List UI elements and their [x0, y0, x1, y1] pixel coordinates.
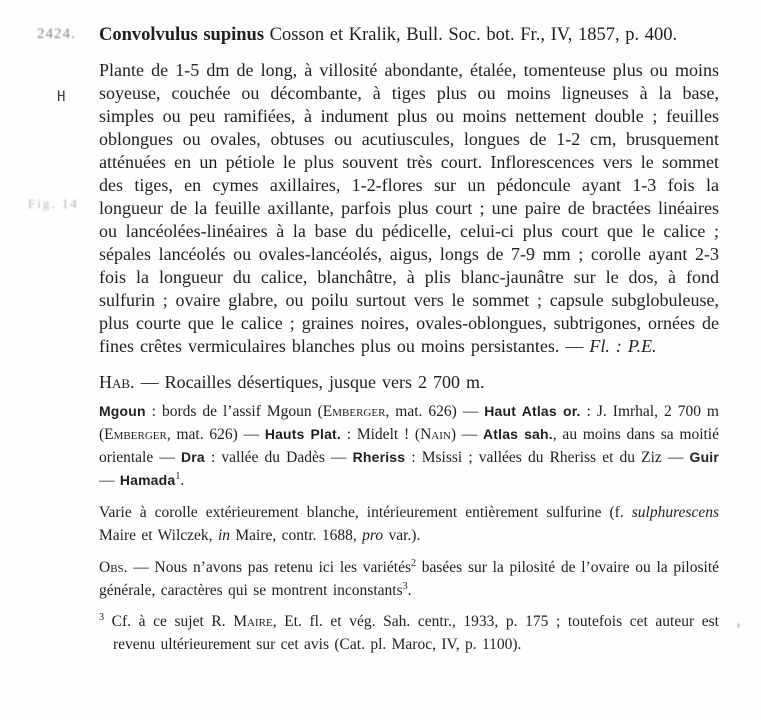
text-column: [99, 22, 719, 656]
scan-artifact-speck: [737, 623, 740, 628]
habitat-line: Hab. — Rocailles désertiques, jusque vers 2 700 m.: [99, 372, 485, 392]
entry-number: 2424.: [37, 26, 76, 42]
margin-figure-ref: Fig. 14: [28, 196, 79, 211]
species-heading: Convolvulus supinus Cosson et Kralik, Bull. Soc. bot. Fr., IV, 1857, p. 400.: [99, 25, 678, 45]
variation-paragraph: Varie à corolle extérieurement blanche, intérieurement entièrement sulfurine (f. sulphurescens Maire et Wilczek, in Maire, contr. 1688, pro var.).: [99, 504, 719, 544]
observation-paragraph: Obs. — Nous n’avons pas retenu ici les variétés$^2$ basées sur la pilosité de l’ovaire ou la pilosité générale, caractères qui se montrent inconstants$^3$.: [99, 557, 720, 599]
localities-paragraph: Mgoun : bords de l’assif Mgoun (Emberger, mat. 626) — Haut Atlas or. : J. Imrhal, 2 700 m (Emberger, mat. 626) — Hauts Plat. : Midelt ! (Nain) — Atlas sah., au moins dans sa moitié orientale — Dra : vallée du Dadès — Rheriss : Msissi ; vallées du Rheriss et du Ziz — Guir — Hamada$^1$.: [99, 403, 719, 489]
margin-region-code: H: [57, 89, 66, 105]
footnote-paragraph: $^3$ Cf. à ce sujet R. Maire, Et. fl. et vég. Sah. centr., 1933, p. 175 ; toutefois cet auteur est revenu ultérieurement sur cet avis (Cat. pl. Maroc, IV, p. 1100).: [99, 611, 719, 653]
description-paragraph: Plante de 1-5 dm de long, à villosité abondante, étalée, tomenteuse plus ou moins soyeuse, couchée ou décombante, à tiges plus ou moins ligneuses à la base, simples ou peu ramifiées, à indument plus ou moins nettement double ; feuilles oblongues ou ovales, obtuses ou acutiuscules, longues de 1-2 cm, brusquement atténuées en un pétiole le plus souvent très court. Inflorescences vers le sommet des tiges, en cymes axillaires, 1-2-flores sur un pédoncule ayant 1-3 fois la longueur de la feuille axillante, parfois plus court ; une paire de bractées linéaires ou lancéolées-linéaires à la base du pédicelle, celui-ci plus court que le calice ; sépales lancéolés ou ovales-lancéolés, aigus, longs de 7-9 mm ; corolle ayant 2-3 fois la longueur du calice, blanchâtre, à plis blanc-jaunâtre sur le dos, à fond sulfurin ; ovaire glabre, ou poilu surtout vers le sommet ; capsule subglobuleuse, plus courte que le calice ; graines noires, ovales-oblongues, subtrigones, ornées de fines crêtes vermiculaires blanches plus ou moins persistantes. — Fl. : P.E.: [99, 60, 719, 356]
